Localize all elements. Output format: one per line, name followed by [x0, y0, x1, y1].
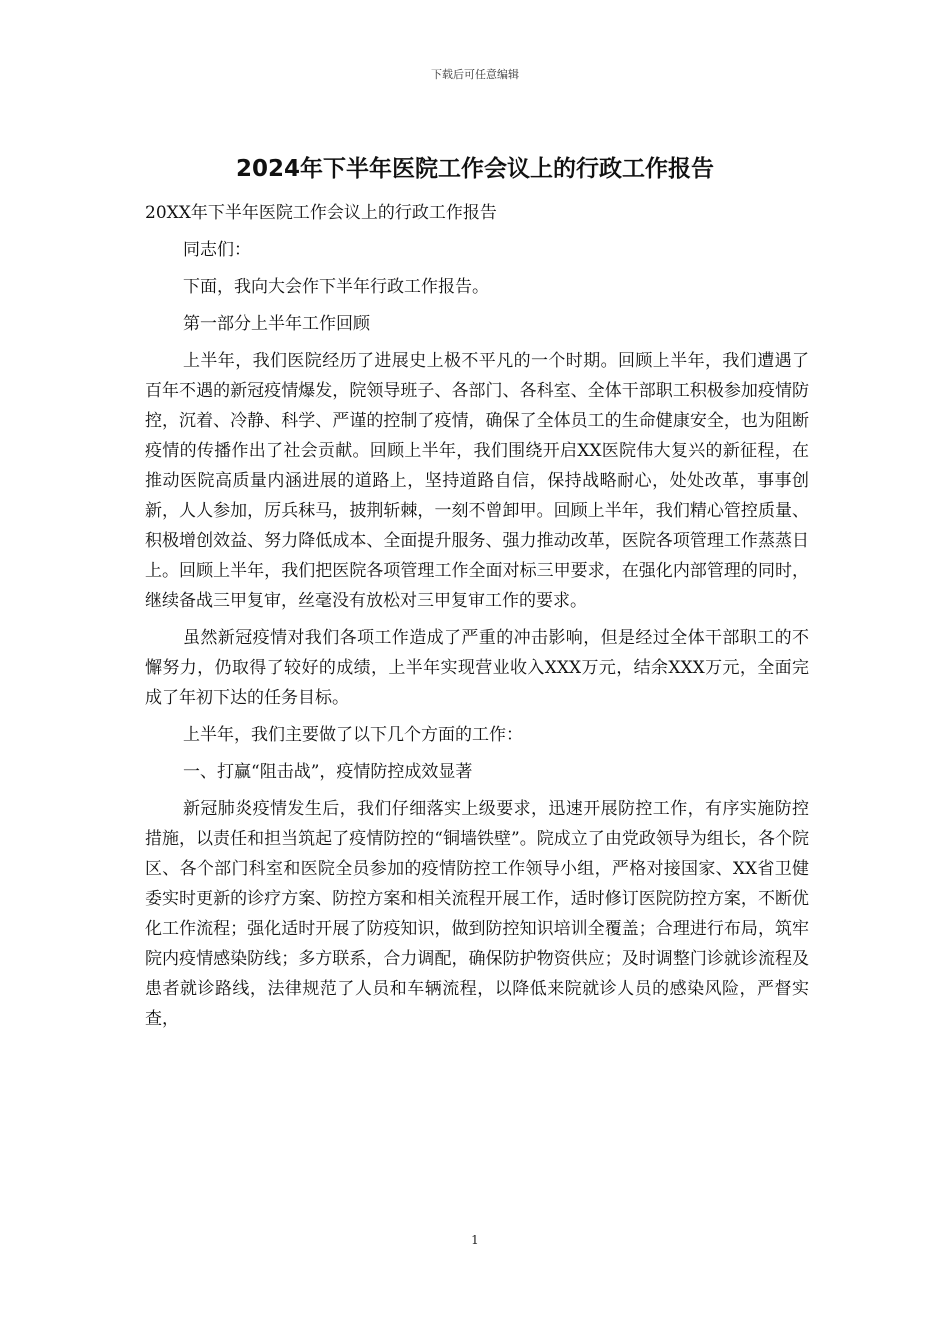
- section-heading-part-one: 第一部分上半年工作回顾: [183, 314, 370, 334]
- page-number: 1: [471, 1233, 479, 1247]
- body-paragraph: 虽然新冠疫情对我们各项工作造成了严重的冲击影响，但是经过全体干部职工的不懈努力，仍取得了较好的成绩，上半年实现营业收入XXX万元，结余XXX万元，全面完成了年初下达的任务目标。: [145, 628, 809, 708]
- page-header-note: 下载后可任意编辑: [431, 68, 519, 81]
- body-paragraph: 新冠肺炎疫情发生后，我们仔细落实上级要求，迅速开展防控工作，有序实施防控措施，以责任和担当筑起了疫情防控的“铜墙铁壁”。院成立了由党政领导为组长，各个院区、各个部门科室和医院全员参加的疫情防控工作领导小组，严格对接国家、XX省卫健委实时更新的诊疗方案、防控方案和相关流程开展工作，适时修订医院防控方案，不断优化工作流程；强化适时开展了防疫知识，做到防控知识培训全覆盖；合理进行布局，筑牢院内疫情感染防线；多方联系，合力调配，确保防护物资供应；及时调整门诊就诊流程及患者就诊路线，法律规范了人员和车辆流程，以降低来院就诊人员的感染风险，严督实查，: [145, 799, 809, 1029]
- body-paragraph: 上半年，我们主要做了以下几个方面的工作：: [183, 725, 523, 745]
- document-body: [145, 198, 809, 1041]
- section-heading-item-one: 一、打赢“阻击战”，疫情防控成效显著: [183, 762, 473, 782]
- body-paragraph: 上半年，我们医院经历了进展史上极不平凡的一个时期。回顾上半年，我们遭遇了百年不遇的新冠疫情爆发，院领导班子、各部门、各科室、全体干部职工积极参加疫情防控，沉着、冷静、科学、严谨的控制了疫情，确保了全体员工的生命健康安全，也为阻断疫情的传播作出了社会贡献。回顾上半年，我们围绕开启XX医院伟大复兴的新征程，在推动医院高质量内涵进展的道路上，坚持道路自信，保持战略耐心，处处改革，事事创新，人人参加，厉兵秣马，披荆斩棘，一刻不曾卸甲。回顾上半年，我们精心管控质量、积极增创效益、努力降低成本、全面提升服务、强力推动改革，医院各项管理工作蒸蒸日上。回顾上半年，我们把医院各项管理工作全面对标三甲要求，在强化内部管理的同时，继续备战三甲复审，丝毫没有放松对三甲复审工作的要求。: [145, 351, 809, 611]
- subtitle-paragraph: 20XX年下半年医院工作会议上的行政工作报告: [145, 203, 497, 223]
- intro-paragraph: 下面，我向大会作下半年行政工作报告。: [183, 277, 489, 297]
- document-title: 2024年下半年医院工作会议上的行政工作报告: [235, 156, 714, 182]
- salutation-paragraph: 同志们：: [183, 240, 251, 260]
